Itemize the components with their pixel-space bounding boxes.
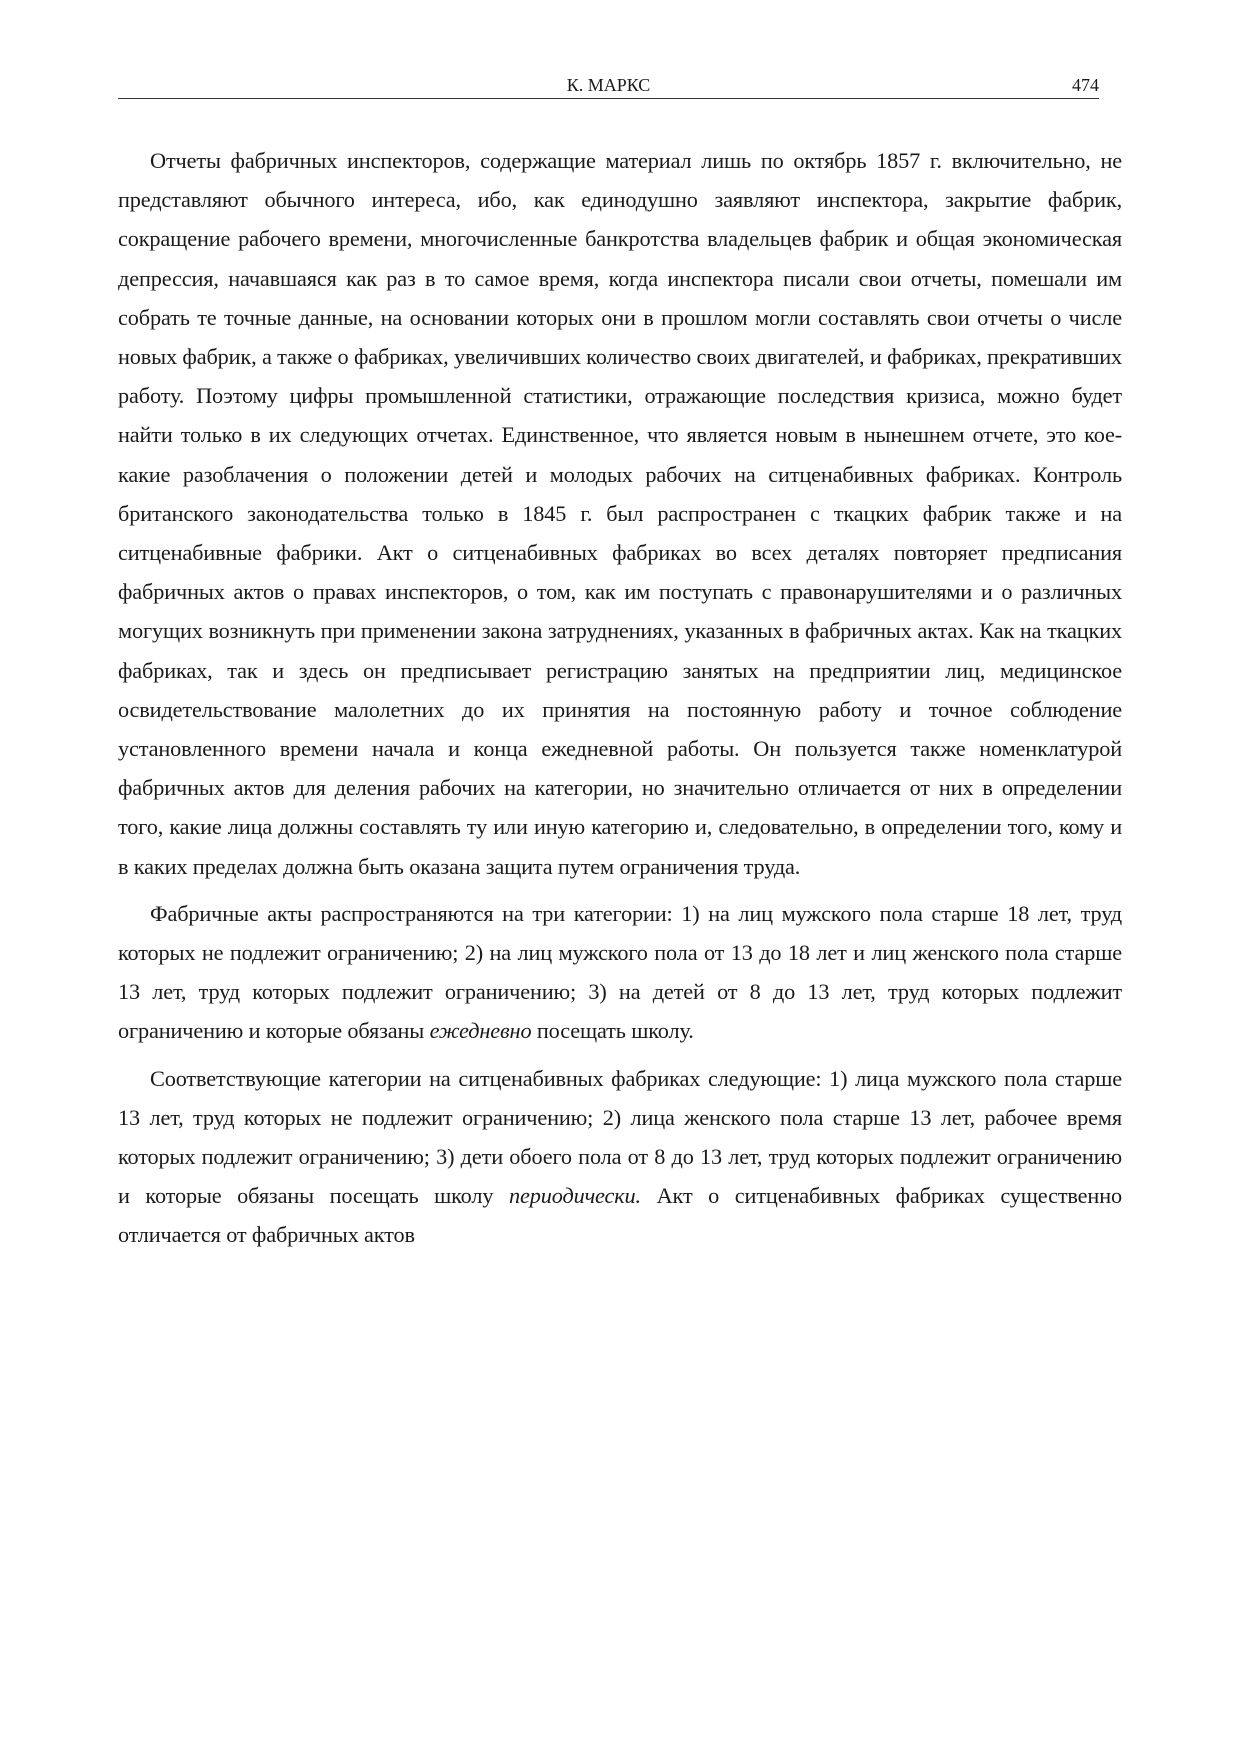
running-head-author: К. МАРКС: [566, 75, 651, 95]
paragraph-2-text-before: Фабричные акты распространяются на три категории: 1) на лиц мужского пола старше 18 лет, труд которых не подлежит ограничению; 2) на лиц мужского пола от 13 до 18 лет и лиц женского пола старше 13 лет, труд которых подлежит ограничению; 3) на детей от 8 до 13 лет, труд которых подлежит ограничению и которые обязаны: [118, 900, 1122, 1044]
paragraph-1-text: Отчеты фабричных инспекторов, содержащие материал лишь по октябрь 1857 г. включительно, не представляют обычного интереса, ибо, как единодушно заявляют инспектора, закрытие фабрик, сокращение рабочего времени, многочисленные банкротства владельцев фабрик и общая экономическая депрессия, начавшаяся как раз в то самое время, когда инспектора писали свои отчеты, помешали им собрать те точные данные, на основании которых они в прошлом могли составлять свои отчеты о числе новых фабрик, а также о фабриках, увеличивших количество своих двигателей, и фабриках, прекративших работу. Поэтому цифры промышленной статистики, отражающие последствия кризиса, можно будет найти только в их следующих отчетах. Единственное, что является новым в нынешнем отчете, это кое-какие разоблачения о положении детей и молодых рабочих на ситценабивных фабриках. Контроль британского законодательства только в 1845 г. был распространен с ткацких фабрик также и на ситценабивные фабрики. Акт о ситценабивных фабриках во всех деталях повторяет предписания фабричных актов о правах инспекторов, о том, как им поступать с правонарушителями и о различных могущих возникнуть при применении закона затруднениях, указанных в фабричных актах. Как на ткацких фабриках, так и здесь он предписывает регистрацию занятых на предприятии лиц, медицинское освидетельствование малолетних до их принятия на постоянную работу и точное соблюдение установленного времени начала и конца ежедневной работы. Он пользуется также номенклатурой фабричных актов для деления рабочих на категории, но значительно отличается от них в определении того, какие лица должны составлять ту или иную категорию и, следовательно, в определении того, кому и в каких пределах должна быть оказана защита путем ограничения труда.: [118, 148, 1122, 879]
paragraph-3-text-after: Акт о ситценабивных фабриках существенно отличается от фабричных актов: [118, 1183, 1122, 1248]
paragraph-2: [118, 894, 1122, 1051]
paragraph-1: [118, 141, 1122, 886]
paragraph-2-italic: ежедневно: [429, 1018, 532, 1044]
paragraph-2-text-after: посещать школу.: [531, 1018, 694, 1044]
paragraph-3-italic: периодически.: [509, 1183, 641, 1209]
paragraph-3-text-before: Соответствующие категории на ситценабивных фабриках следующие: 1) лица мужского пола старше 13 лет, труд которых не подлежит ограничению; 2) лица женского пола старше 13 лет, рабочее время которых подлежит ограничению; 3) дети обоего пола от 8 до 13 лет, труд которых подлежит ограничению и которые обязаны посещать школу: [118, 1065, 1122, 1209]
running-head: [118, 74, 1099, 99]
body-text: [118, 141, 1122, 1255]
paragraph-3: [118, 1059, 1122, 1255]
page-number: 474: [1072, 75, 1099, 95]
